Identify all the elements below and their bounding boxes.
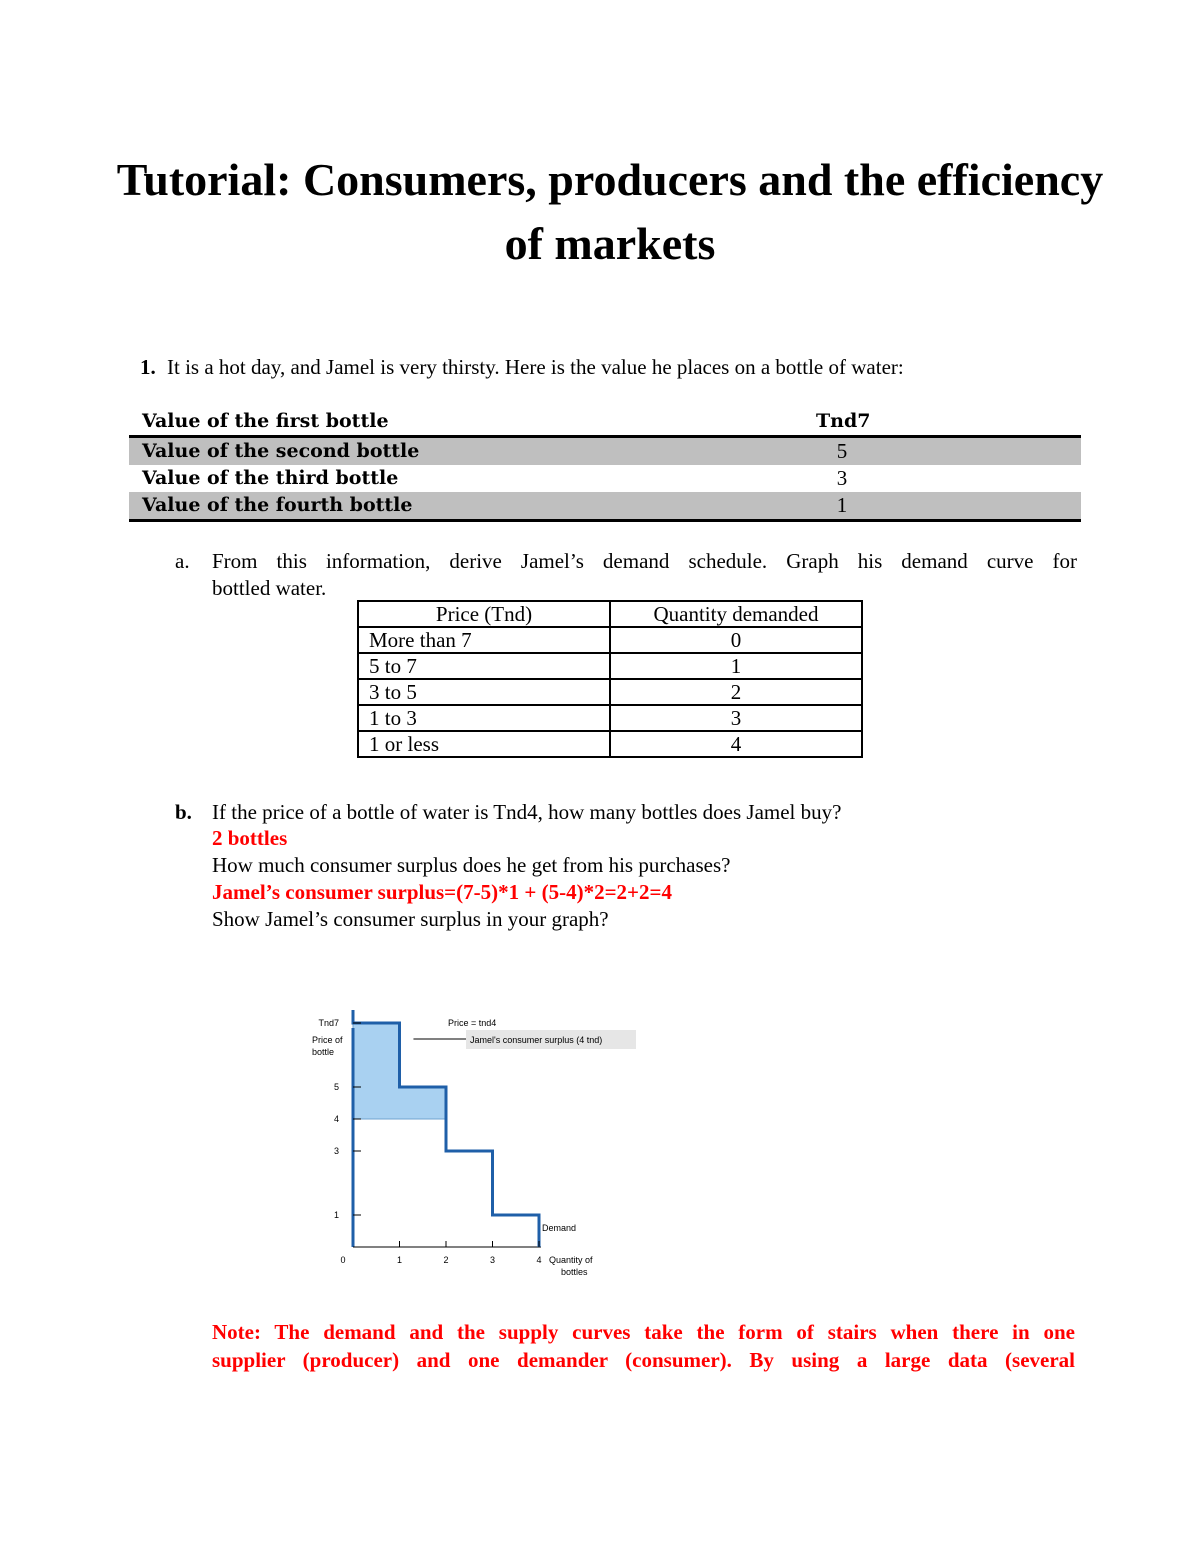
price-cell: 3 to 5: [358, 679, 610, 705]
y-tick-label: 4: [333, 1114, 339, 1124]
part-b-question: If the price of a bottle of water is Tnd4, how many bottles does Jamel buy?: [212, 800, 842, 824]
value-label: Value of the second bottle: [142, 440, 420, 462]
table-header-row: [358, 601, 862, 627]
quantity-cell: 0: [610, 627, 862, 653]
value-label: Value of the first bottle: [142, 410, 389, 432]
x-tick-label: 3: [489, 1255, 496, 1265]
table-row: [358, 679, 862, 705]
y-tick-label: 1: [333, 1210, 339, 1220]
x-tick-label: 0: [340, 1255, 346, 1265]
value-row: [129, 438, 1081, 465]
table-row: [358, 627, 862, 653]
part-a-label: a.: [175, 549, 190, 573]
value-amount: 3: [836, 466, 848, 490]
value-row: [129, 492, 1081, 519]
table-rule: [129, 519, 1081, 522]
y-axis-label: Price of: [312, 1035, 343, 1045]
question-number: 1.: [140, 355, 156, 379]
part-b-question: How much consumer surplus does he get from his purchases?: [212, 853, 731, 877]
part-b-answer: 2 bottles: [212, 826, 288, 850]
y-tick-label: Tnd7: [318, 1018, 339, 1028]
x-tick-label: 4: [536, 1255, 542, 1265]
y-tick-label: 5: [333, 1082, 339, 1092]
price-cell: 1 to 3: [358, 705, 610, 731]
x-axis-label: bottles: [561, 1267, 588, 1277]
demand-schedule-table: [357, 600, 863, 758]
value-amount: Tnd7: [816, 410, 871, 432]
part-b-question: Show Jamel’s consumer surplus in your graph?: [212, 907, 609, 931]
table-row: [358, 705, 862, 731]
table-row: [358, 653, 862, 679]
x-axis-label: Quantity of: [549, 1255, 593, 1265]
price-cell: 5 to 7: [358, 653, 610, 679]
note-line-2: supplier (producer) and one demander (consumer). By using a large data (several: [212, 1348, 1075, 1372]
value-row: [129, 465, 1081, 492]
chart-title: Price = tnd4: [448, 1018, 497, 1028]
part-a-text-cont: bottled water.: [212, 576, 327, 600]
price-cell: More than 7: [358, 627, 610, 653]
x-tick-label: 2: [443, 1255, 449, 1265]
page-title: Tutorial: Consumers, producers and the efficiency of markets: [116, 154, 1104, 269]
value-table: [129, 408, 1081, 522]
question-text: It is a hot day, and Jamel is very thirsty. Here is the value he places on a bottle of water:: [167, 355, 904, 379]
quantity-cell: 1: [610, 653, 862, 679]
surplus-annotation: Jamel's consumer surplus (4 tnd): [470, 1035, 603, 1045]
value-amount: 1: [836, 493, 848, 517]
value-label: Value of the fourth bottle: [142, 494, 413, 516]
value-amount: 5: [836, 439, 848, 463]
x-tick-label: 1: [396, 1255, 403, 1265]
demand-curve-chart: [290, 1010, 650, 1285]
part-a-text: From this information, derive Jamel’s demand schedule. Graph his demand curve for: [212, 549, 1077, 573]
price-cell: 1 or less: [358, 731, 610, 757]
y-tick-label: 3: [333, 1146, 339, 1156]
note-line-1: Note: The demand and the supply curves take the form of stairs when there in one: [212, 1320, 1075, 1344]
y-axis-label: bottle: [312, 1047, 335, 1057]
demand-label: Demand: [542, 1223, 577, 1233]
quantity-cell: 3: [610, 705, 862, 731]
part-b-answer: Jamel’s consumer surplus=(7-5)*1 + (5-4)*2=2+2=4: [212, 880, 672, 904]
column-header-price: Price (Tnd): [358, 601, 610, 627]
table-row: [358, 731, 862, 757]
value-label: Value of the third bottle: [142, 467, 399, 489]
part-b-label: b.: [175, 800, 192, 824]
question-1: [140, 354, 904, 381]
quantity-cell: 2: [610, 679, 862, 705]
quantity-cell: 4: [610, 731, 862, 757]
column-header-quantity: Quantity demanded: [610, 601, 862, 627]
value-row: [129, 408, 1081, 435]
